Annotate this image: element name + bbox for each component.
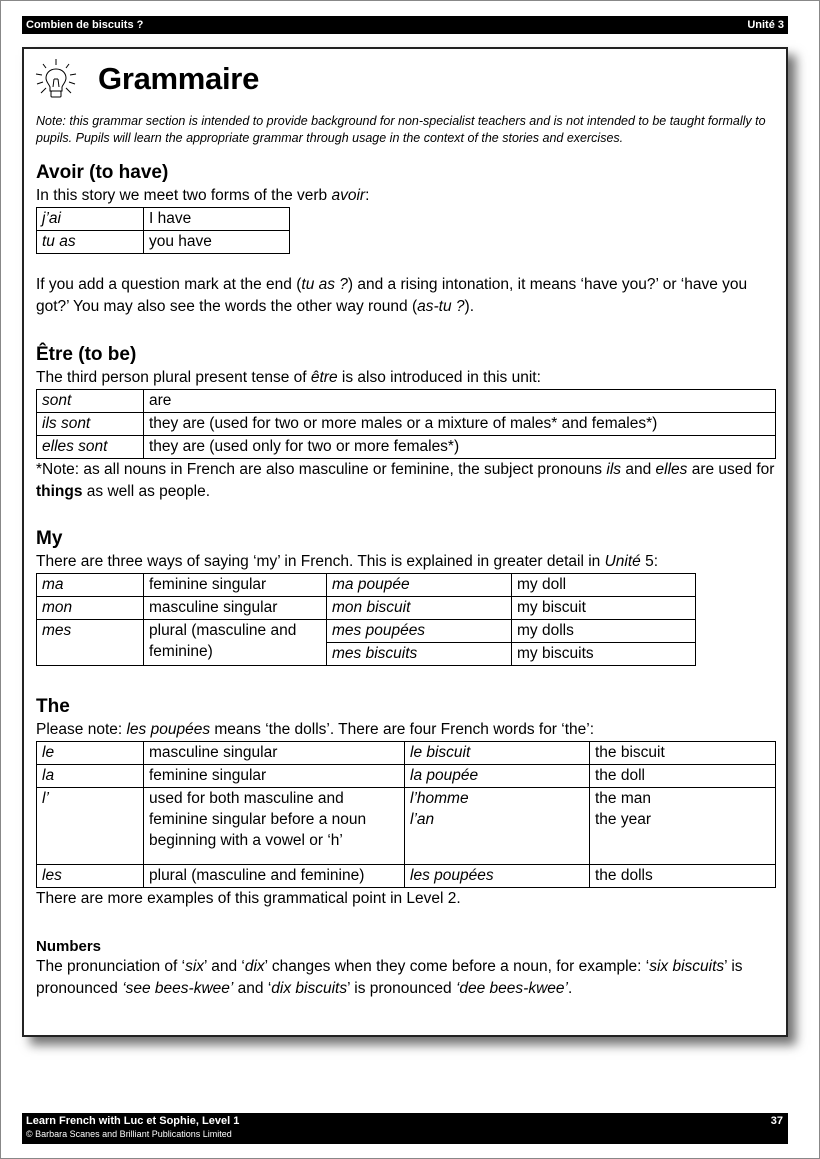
table-row: mes plural (masculine and feminine) mes poupées my dolls: [37, 620, 696, 643]
the-footer: There are more examples of this grammatical point in Level 2.: [36, 890, 461, 907]
the-heading: The: [36, 696, 70, 717]
lightbulb-icon: [34, 57, 78, 101]
header-unit: Unité 3: [747, 19, 784, 31]
numbers-heading: Numbers: [36, 938, 102, 955]
section-the: [36, 695, 780, 910]
footer-copyright: © Barbara Scanes and Brilliant Publications Limited: [26, 1129, 232, 1139]
table-row: elles sont they are (used only for two or more females*): [37, 436, 776, 459]
teacher-note: Note: this grammar section is intended to provide background for non-specialist teachers and is not intended to be taught formally to pupils. Pupils will learn the appropriate grammar through usage in the context of the stories and exercises.: [36, 114, 766, 145]
the-intro: Please note: les poupées means ‘the dolls’. There are four French words for ‘the’:: [36, 721, 595, 738]
footer-title: Learn French with Luc et Sophie, Level 1: [26, 1115, 240, 1127]
numbers-text: The pronunciation of ‘six’ and ‘dix’ changes when they come before a noun, for example: ‘six biscuits’ is pronounced ‘see bees-kwee’ and ‘dix biscuits’ is pronounced ‘dee bees-kwee’.: [36, 958, 743, 997]
table-row: le masculine singular le biscuit the biscuit: [37, 742, 776, 765]
my-heading: My: [36, 528, 63, 549]
header-title: Combien de biscuits ?: [26, 19, 144, 31]
title-row: [34, 57, 259, 101]
avoir-intro: In this story we meet two forms of the verb avoir:: [36, 187, 370, 204]
table-row: sont are: [37, 390, 776, 413]
avoir-explanation: If you add a question mark at the end (tu as ?) and a rising intonation, it means ‘have you?’ or ‘have you got?’ You may also see the words the other way round (as-tu ?).: [36, 276, 748, 315]
etre-table: [36, 389, 776, 459]
section-numbers: [36, 937, 780, 1000]
table-row: l’ used for both masculine and feminine singular before a noun beginning with a vowel or ‘h’ l’homme l’an the man the year: [37, 788, 776, 865]
table-row: tu as you have: [37, 231, 290, 254]
section-etre: [36, 343, 780, 503]
avoir-table: [36, 207, 290, 254]
table-row: les plural (masculine and feminine) les poupées the dolls: [37, 865, 776, 888]
etre-heading: Être (to be): [36, 344, 137, 365]
section-my: [36, 527, 780, 666]
etre-note: *Note: as all nouns in French are also masculine or feminine, the subject pronouns ils and elles are used for things as well as people.: [36, 461, 775, 500]
my-table: [36, 573, 696, 666]
page-number: 37: [770, 1115, 783, 1127]
avoir-heading: Avoir (to have): [36, 162, 169, 183]
my-intro: There are three ways of saying ‘my’ in French. This is explained in greater detail in Unité 5:: [36, 553, 659, 570]
page-title: Grammaire: [98, 61, 260, 96]
etre-intro: The third person plural present tense of être is also introduced in this unit:: [36, 369, 541, 386]
table-row: ils sont they are (used for two or more males or a mixture of males* and females*): [37, 413, 776, 436]
header-bar: [22, 16, 788, 34]
table-row: mon masculine singular mon biscuit my biscuit: [37, 597, 696, 620]
table-row: mes biscuits my biscuits: [37, 643, 696, 666]
grammar-card: [22, 47, 788, 1037]
footer-bar: [22, 1113, 788, 1144]
the-table: [36, 741, 776, 888]
section-avoir: [36, 161, 780, 318]
table-row: j’ai I have: [37, 208, 290, 231]
table-row: ma feminine singular ma poupée my doll: [37, 574, 696, 597]
table-row: la feminine singular la poupée the doll: [37, 765, 776, 788]
